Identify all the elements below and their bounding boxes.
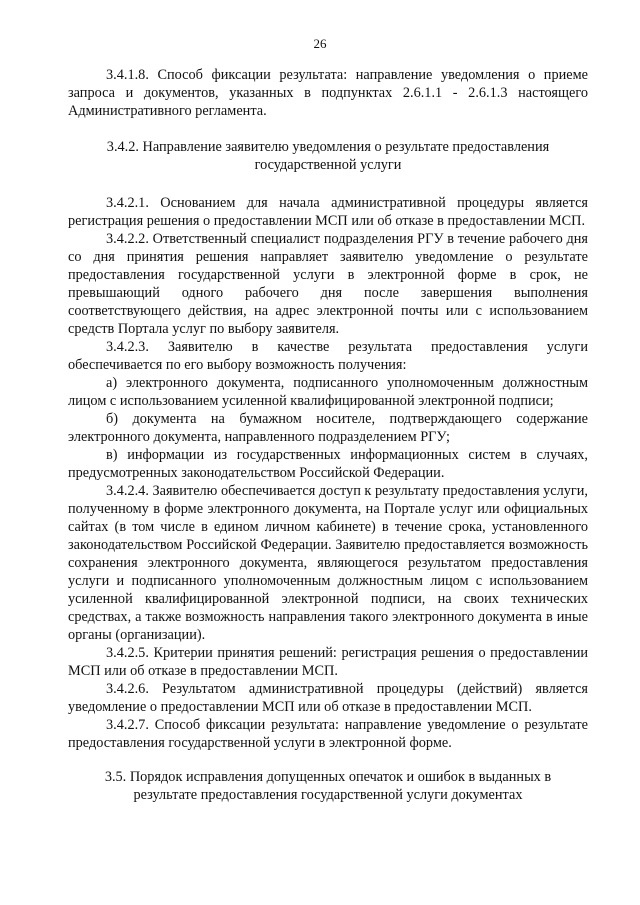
paragraph-3-4-2-6: 3.4.2.6. Результатом административной процедуры (действий) является уведомление о предоставлении МСП или об отказе в предоставлении МСП. xyxy=(68,681,588,715)
page-number: 26 xyxy=(313,36,327,51)
paragraph-3-4-2-2: 3.4.2.2. Ответственный специалист подразделения РГУ в течение рабочего дня со дня принятия решения направляет заявителю уведомление о результате предоставления государственной услуги в электронной форме в срок, не превышающий одного рабочего дня после завершения выполнения соответствующего действия, на адрес электронной почты или с использованием средств Портала услуг по выбору заявителя. xyxy=(68,231,588,337)
list-item-a: а) электронного документа, подписанного уполномоченным должностным лицом с использованием усиленной квалифицированной электронной подписи; xyxy=(68,375,588,409)
section-heading-3-4-2: 3.4.2. Направление заявителю уведомления о результате предоставления государственной услуги xyxy=(106,139,550,173)
section-heading-3-5: 3.5. Порядок исправления допущенных опечаток и ошибок в выданных в результате предоставления государственной услуги документах xyxy=(104,769,552,803)
paragraph-3-4-2-5: 3.4.2.5. Критерии принятия решений: регистрация решения о предоставлении МСП или об отказе в предоставлении МСП. xyxy=(68,645,588,679)
paragraph-3-4-2-3: 3.4.2.3. Заявителю в качестве результата предоставления услуги обеспечивается по его выбору возможность получения: xyxy=(68,339,588,373)
document-body xyxy=(68,66,588,804)
paragraph-3-4-2-1: 3.4.2.1. Основанием для начала административной процедуры является регистрация решения о предоставлении МСП или об отказе в предоставлении МСП. xyxy=(68,195,588,229)
paragraph-3-4-2-7: 3.4.2.7. Способ фиксации результата: направление уведомление о результате предоставления государственной услуги в электронной форме. xyxy=(68,717,588,751)
list-item-b: б) документа на бумажном носителе, подтверждающего содержание электронного документа, направленного подразделением РГУ; xyxy=(68,411,588,445)
paragraph-3-4-1-8: 3.4.1.8. Способ фиксации результата: направление уведомления о приеме запроса и документов, указанных в подпунктах 2.6.1.1 - 2.6.1.3 настоящего Административного регламента. xyxy=(68,67,588,119)
paragraph-3-4-2-4: 3.4.2.4. Заявителю обеспечивается доступ к результату предоставления услуги, полученному в форме электронного документа, на Портале услуг или официальных сайтах (в том числе в едином личном кабинете) в течение срока, установленного законодательством Российской Федерации. Заявителю предоставляется возможность сохранения электронного документа, являющегося результатом предоставления услуги и подписанного уполномоченным должностным лицом с использованием усиленной квалифицированной электронной подписи, на своих технических средствах, а также возможность направления такого электронного документа в иные органы (организации). xyxy=(68,483,588,643)
list-item-c: в) информации из государственных информационных систем в случаях, предусмотренных законодательством Российской Федерации. xyxy=(68,447,588,481)
